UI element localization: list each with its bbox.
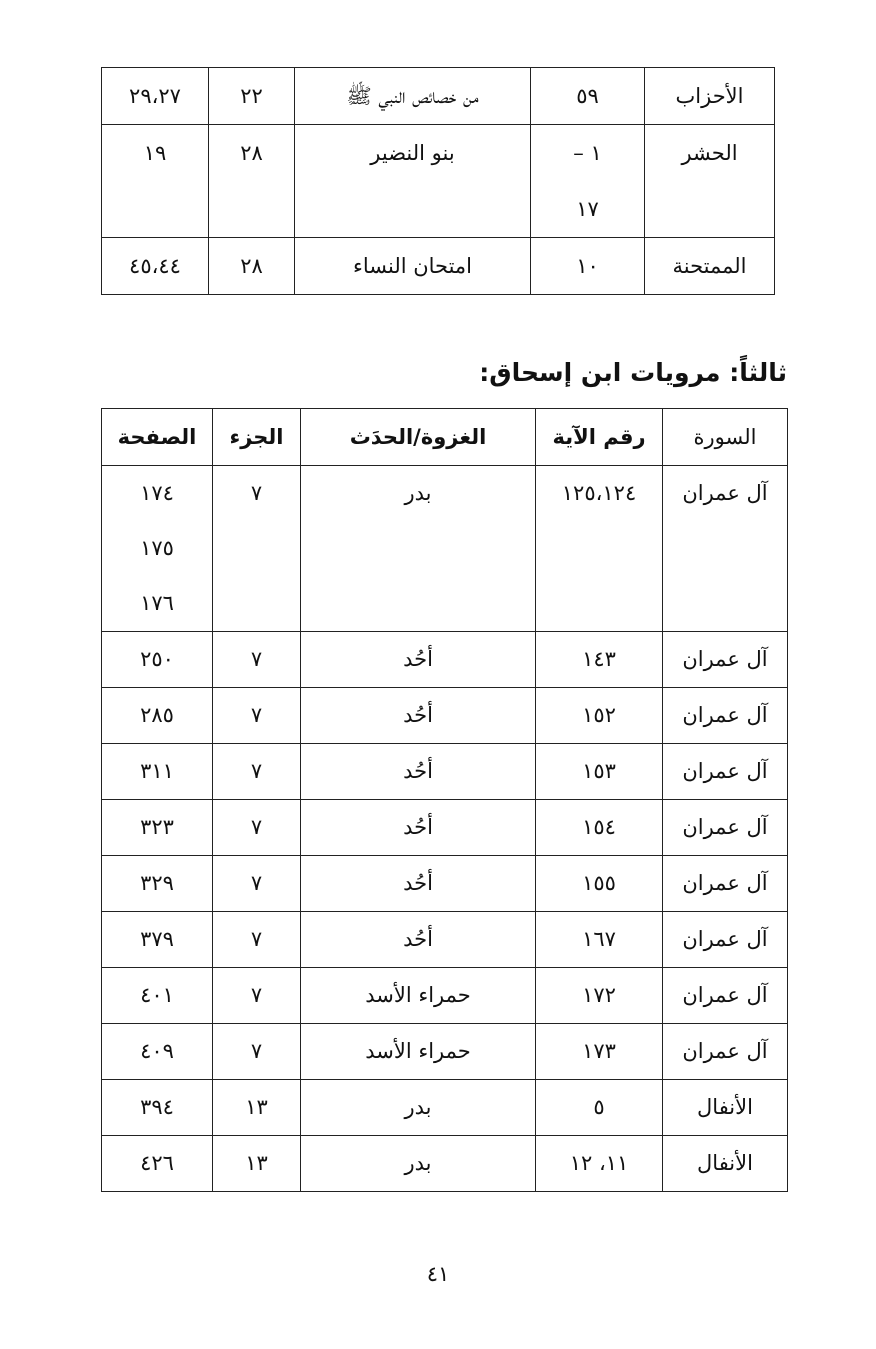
cell-surah: آل عمران (663, 968, 788, 1024)
header-part: الجزء (213, 409, 301, 466)
cell-ayah (536, 968, 663, 1024)
cell-event: امتحان النساء (295, 238, 531, 295)
cell-ayah-line: ١١، ١٢ (569, 1151, 629, 1175)
cell-page-line: ٢٨٥ (140, 703, 174, 727)
cell-page (102, 68, 209, 125)
cell-event: أحُد (301, 912, 536, 968)
cell-part: ١٣ (213, 1136, 301, 1192)
cell-surah: آل عمران (663, 688, 788, 744)
cell-ayah (536, 744, 663, 800)
cell-page (102, 856, 213, 912)
table-row (102, 68, 775, 125)
cell-part: ٧ (213, 856, 301, 912)
table-row (102, 1080, 788, 1136)
table-row (102, 466, 788, 632)
cell-ayah-line: ١٧٣ (582, 1039, 616, 1063)
cell-page (102, 968, 213, 1024)
cell-surah: الممتحنة (645, 238, 775, 295)
cell-ayah-line: ١٥٤ (582, 815, 616, 839)
table-row (102, 1136, 788, 1192)
cell-ayah-line: ٥٩ (576, 84, 599, 108)
cell-surah: آل عمران (663, 632, 788, 688)
cell-ayah (531, 238, 645, 295)
cell-event: من خصائص النبي ﷺ (295, 68, 531, 125)
cell-ayah (536, 688, 663, 744)
cell-page (102, 688, 213, 744)
header-row (102, 409, 788, 466)
cell-ayah (536, 632, 663, 688)
cell-ayah-line: ١٥٣ (582, 759, 616, 783)
cell-page-line: ٤٠٩ (140, 1039, 174, 1063)
cell-event: أحُد (301, 800, 536, 856)
cell-page-line: ٤٢٦ (140, 1151, 174, 1175)
top-table-body (102, 68, 775, 295)
cell-page-line: ٢٩،٢٧ (129, 84, 181, 108)
cell-page-line: ٣٢٩ (140, 871, 174, 895)
cell-event: أحُد (301, 744, 536, 800)
cell-event: أحُد (301, 856, 536, 912)
cell-part: ٧ (213, 466, 301, 632)
cell-surah: آل عمران (663, 466, 788, 632)
cell-part: ٧ (213, 632, 301, 688)
cell-ayah (536, 800, 663, 856)
cell-page (102, 466, 213, 632)
cell-page-line: ١٧٦ (140, 591, 174, 615)
cell-page-line: ١٧٥ (140, 536, 174, 560)
cell-page-line: ٣٧٩ (140, 927, 174, 951)
cell-page-line: ٣٩٤ (140, 1095, 174, 1119)
cell-page (102, 238, 209, 295)
cell-part: ٧ (213, 912, 301, 968)
cell-surah: آل عمران (663, 744, 788, 800)
cell-surah: آل عمران (663, 1024, 788, 1080)
cell-page (102, 1136, 213, 1192)
cell-event: بدر (301, 466, 536, 632)
table-row (102, 968, 788, 1024)
cell-page-line: ٤٥،٤٤ (129, 254, 181, 278)
page-number: ٤١ (426, 1262, 450, 1286)
header-ayah: رقم الآية (536, 409, 663, 466)
header-page: الصفحة (102, 409, 213, 466)
cell-part: ٧ (213, 1024, 301, 1080)
cell-ayah (531, 125, 645, 238)
cell-surah: آل عمران (663, 912, 788, 968)
table-row (102, 1024, 788, 1080)
cell-part: ٧ (213, 968, 301, 1024)
cell-page-line: ٤٠١ (140, 983, 174, 1007)
cell-event: بدر (301, 1080, 536, 1136)
cell-part: ٧ (213, 800, 301, 856)
cell-event: حمراء الأسد (301, 1024, 536, 1080)
cell-event: أحُد (301, 688, 536, 744)
cell-page-line: ٣٢٣ (140, 815, 174, 839)
top-table (101, 67, 775, 295)
cell-ayah-line: ٥ (593, 1095, 605, 1119)
cell-surah: الأنفال (663, 1080, 788, 1136)
cell-ayah-line: ١٤٣ (582, 647, 616, 671)
table-row (102, 744, 788, 800)
main-table (101, 408, 788, 1192)
cell-ayah (531, 68, 645, 125)
cell-part: ٢٨ (209, 238, 295, 295)
table-row (102, 856, 788, 912)
cell-ayah (536, 1136, 663, 1192)
cell-ayah-line: ١٢٥،١٢٤ (561, 481, 637, 505)
cell-page (102, 744, 213, 800)
cell-ayah-line: ١٦٧ (582, 927, 616, 951)
cell-part: ٢٢ (209, 68, 295, 125)
table-row (102, 238, 775, 295)
cell-event: بدر (301, 1136, 536, 1192)
cell-page-line: ٣١١ (140, 759, 174, 783)
table-row (102, 800, 788, 856)
cell-page (102, 912, 213, 968)
cell-surah: آل عمران (663, 800, 788, 856)
cell-surah: آل عمران (663, 856, 788, 912)
cell-event: أحُد (301, 632, 536, 688)
cell-surah: الحشر (645, 125, 775, 238)
cell-ayah-line: ١٥٢ (582, 703, 616, 727)
cell-event: بنو النضير (295, 125, 531, 238)
cell-page-line: ٢٥٠ (140, 647, 174, 671)
cell-surah: الأحزاب (645, 68, 775, 125)
cell-page-line: ١٩ (143, 141, 167, 165)
header-surah: السورة (663, 409, 788, 466)
cell-part: ٢٨ (209, 125, 295, 238)
cell-page (102, 125, 209, 238)
main-table-body (102, 466, 788, 1192)
cell-page (102, 632, 213, 688)
cell-part: ١٣ (213, 1080, 301, 1136)
cell-event: حمراء الأسد (301, 968, 536, 1024)
cell-part: ٧ (213, 688, 301, 744)
section-heading: ثالثاً: مرويات ابن إسحاق: (479, 358, 787, 387)
cell-ayah-line: ١٠ (576, 254, 599, 278)
table-row (102, 912, 788, 968)
cell-page-line: ١٧٤ (140, 481, 174, 505)
cell-ayah-line: ١ – (573, 141, 602, 165)
cell-surah: الأنفال (663, 1136, 788, 1192)
cell-page (102, 1080, 213, 1136)
cell-ayah (536, 856, 663, 912)
table-row (102, 632, 788, 688)
cell-ayah (536, 1080, 663, 1136)
cell-page (102, 1024, 213, 1080)
header-event: الغزوة/الحدَث (301, 409, 536, 466)
table-row (102, 125, 775, 238)
cell-page (102, 800, 213, 856)
table-row (102, 688, 788, 744)
cell-ayah-line: ١٧٢ (582, 983, 616, 1007)
cell-ayah-line: ١٧ (576, 197, 599, 221)
cell-ayah (536, 912, 663, 968)
cell-ayah (536, 466, 663, 632)
cell-part: ٧ (213, 744, 301, 800)
cell-ayah (536, 1024, 663, 1080)
cell-ayah-line: ١٥٥ (582, 871, 616, 895)
